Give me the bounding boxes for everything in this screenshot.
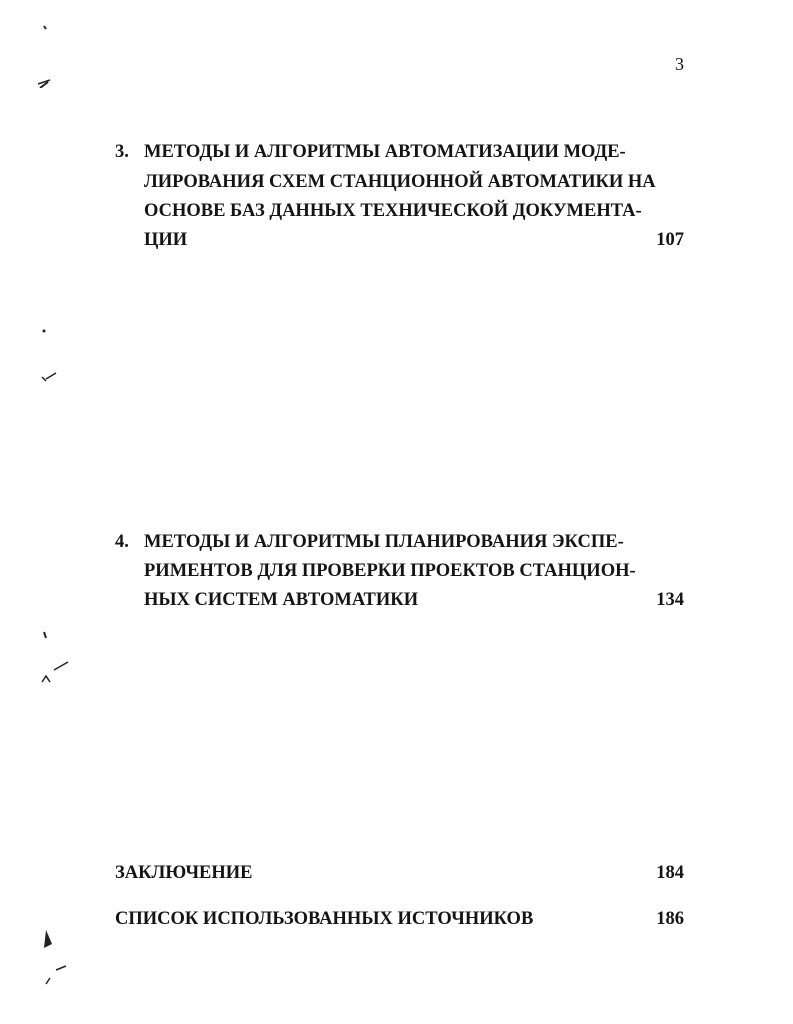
- chapter-title-line: РИМЕНТОВ ДЛЯ ПРОВЕРКИ ПРОЕКТОВ СТАНЦИОН-: [144, 561, 636, 581]
- chapter-title-line: МЕТОДЫ И АЛГОРИТМЫ АВТОМАТИЗАЦИИ МОДЕ-: [144, 142, 626, 162]
- chapter-title-line: НЫХ СИСТЕМ АВТОМАТИКИ: [144, 590, 419, 610]
- chapter-number: 3.: [115, 142, 129, 162]
- scan-speck-marks: [36, 18, 52, 88]
- toc-conclusion[interactable]: [115, 861, 684, 885]
- chapter-page: 107: [656, 230, 684, 250]
- scan-speck-marks: [38, 325, 68, 385]
- scan-speck-marks: [36, 628, 72, 688]
- chapter-title-line: ОСНОВЕ БАЗ ДАННЫХ ТЕХНИЧЕСКОЙ ДОКУМЕНТА-: [144, 201, 642, 221]
- chapter-number: 4.: [115, 532, 129, 552]
- toc-conclusion-title: ЗАКЛЮЧЕНИЕ: [115, 863, 253, 883]
- toc-references-title: СПИСОК ИСПОЛЬЗОВАННЫХ ИСТОЧНИКОВ: [115, 909, 534, 929]
- page-number: 3: [675, 54, 684, 74]
- scan-speck-marks: [42, 928, 72, 988]
- chapter-page: 134: [656, 590, 684, 610]
- toc-conclusion-page: 184: [656, 863, 684, 883]
- chapter-title-line: ЦИИ: [144, 230, 188, 250]
- chapter-title-line: МЕТОДЫ И АЛГОРИТМЫ ПЛАНИРОВАНИЯ ЭКСПЕ-: [144, 532, 624, 552]
- toc-references[interactable]: [115, 907, 684, 931]
- chapter-title-line: ЛИРОВАНИЯ СХЕМ СТАНЦИОННОЙ АВТОМАТИКИ НА: [144, 172, 656, 192]
- toc-references-page: 186: [656, 909, 684, 929]
